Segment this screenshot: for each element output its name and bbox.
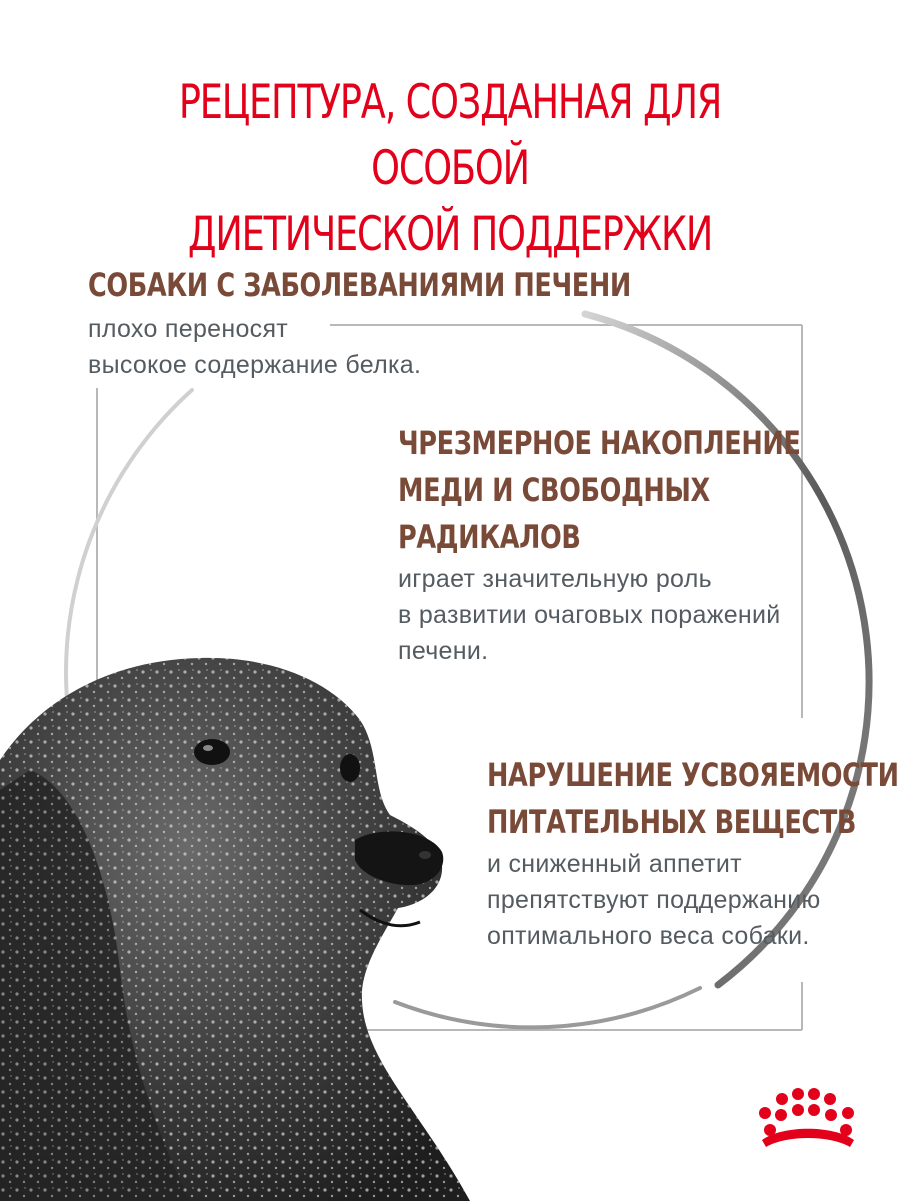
- info-heading-line: НАРУШЕНИЕ УСВОЯЕМОСТИ: [487, 756, 899, 794]
- title-line-2: ДИЕТИЧЕСКОЙ ПОДДЕРЖКИ: [187, 207, 713, 262]
- info-text-line: высокое содержание белка.: [88, 351, 422, 379]
- info-heading: [88, 262, 631, 309]
- title-line-1: РЕЦЕПТУРА, СОЗДАННАЯ ДЛЯ ОСОБОЙ: [178, 75, 722, 196]
- info-heading-line: ЧРЕЗМЕРНОЕ НАКОПЛЕНИЕ: [398, 424, 801, 462]
- info-text-line: играет значительную роль: [398, 565, 712, 593]
- info-text: [88, 311, 767, 383]
- info-heading: [487, 752, 899, 846]
- dog-portrait: [0, 640, 470, 1201]
- info-block-copper: [398, 420, 900, 669]
- info-heading: [398, 420, 800, 561]
- info-text: [398, 561, 900, 669]
- info-heading-line: ПИТАТЕЛЬНЫХ ВЕЩЕСТВ: [487, 803, 857, 841]
- royal-canin-crown-icon: [748, 1085, 868, 1155]
- info-block-liver: [88, 262, 767, 383]
- info-text-line: печени.: [398, 637, 489, 665]
- info-text-line: плохо переносят: [88, 315, 289, 343]
- info-text-line: в развитии очаговых поражений: [398, 601, 781, 629]
- info-heading-line: СОБАКИ С ЗАБОЛЕВАНИЯМИ ПЕЧЕНИ: [88, 266, 631, 304]
- info-text-line: препятствуют поддержанию: [487, 886, 821, 914]
- info-heading-line: МЕДИ И СВОБОДНЫХ: [398, 471, 710, 509]
- info-text: [487, 846, 900, 954]
- page-title: [99, 70, 801, 268]
- info-heading-line: РАДИКАЛОВ: [398, 518, 581, 556]
- info-text-line: оптимального веса собаки.: [487, 922, 810, 950]
- info-text-line: и сниженный аппетит: [487, 850, 742, 878]
- info-block-nutrients: [487, 752, 900, 954]
